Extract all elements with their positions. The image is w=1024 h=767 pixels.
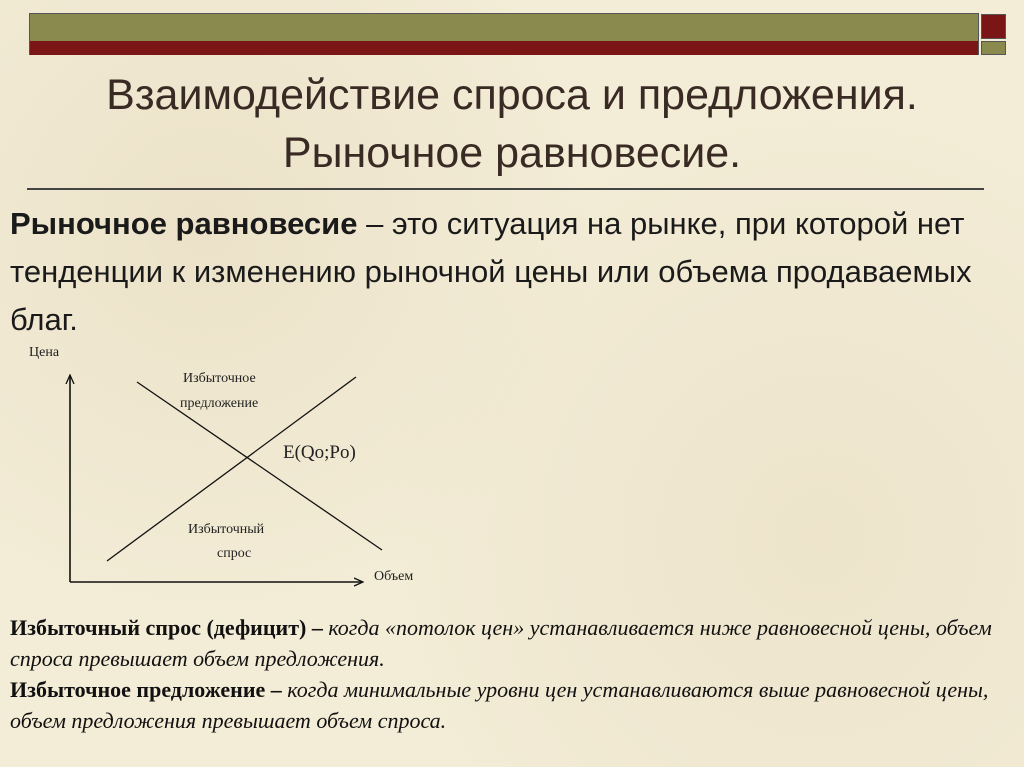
corner-square-maroon <box>981 14 1006 39</box>
slide-title <box>0 66 1024 182</box>
excess-supply-label-line1: Избыточное <box>183 371 256 386</box>
note-excess-supply-text: когда минимальные уровни цен устанавливаются выше равновесной цены, объем предложения превышает объем спроса. <box>10 677 989 733</box>
equilibrium-label: E(Qo;Po) <box>283 442 356 463</box>
slide-title-line1: Взаимодействие спроса и предложения. <box>106 71 918 119</box>
note-excess-demand-term: Избыточный спрос (дефицит) – <box>10 615 329 640</box>
note-excess-demand <box>10 612 1015 674</box>
header-olive-stripe <box>30 14 978 41</box>
definition-text: – это ситуация на рынке, при которой нет тенденции к изменению рыночной цены или объема продаваемых благ. <box>10 206 972 337</box>
excess-supply-label-line2: предложение <box>180 396 259 411</box>
y-axis-label: Цена <box>29 345 60 360</box>
excess-demand-label-line2: спрос <box>217 546 252 561</box>
definition-term: Рыночное равновесие <box>10 206 358 241</box>
note-excess-demand-text: когда «потолок цен» устанавливается ниже равновесной цены, объем спроса превышает объем предложения. <box>10 615 992 671</box>
note-excess-supply <box>10 674 1015 736</box>
corner-square-olive <box>981 41 1006 55</box>
supply-demand-diagram <box>0 330 460 600</box>
excess-demand-label-line1: Избыточный <box>188 522 265 537</box>
x-axis-label: Объем <box>374 569 414 584</box>
definition-paragraph <box>10 200 1010 344</box>
header-maroon-stripe <box>30 41 978 55</box>
title-divider <box>27 188 984 190</box>
note-excess-supply-term: Избыточное предложение – <box>10 677 288 702</box>
slide-title-line2: Рыночное равновесие. <box>282 129 742 177</box>
header-decoration-bar <box>29 13 979 55</box>
explanatory-notes <box>10 612 1015 736</box>
